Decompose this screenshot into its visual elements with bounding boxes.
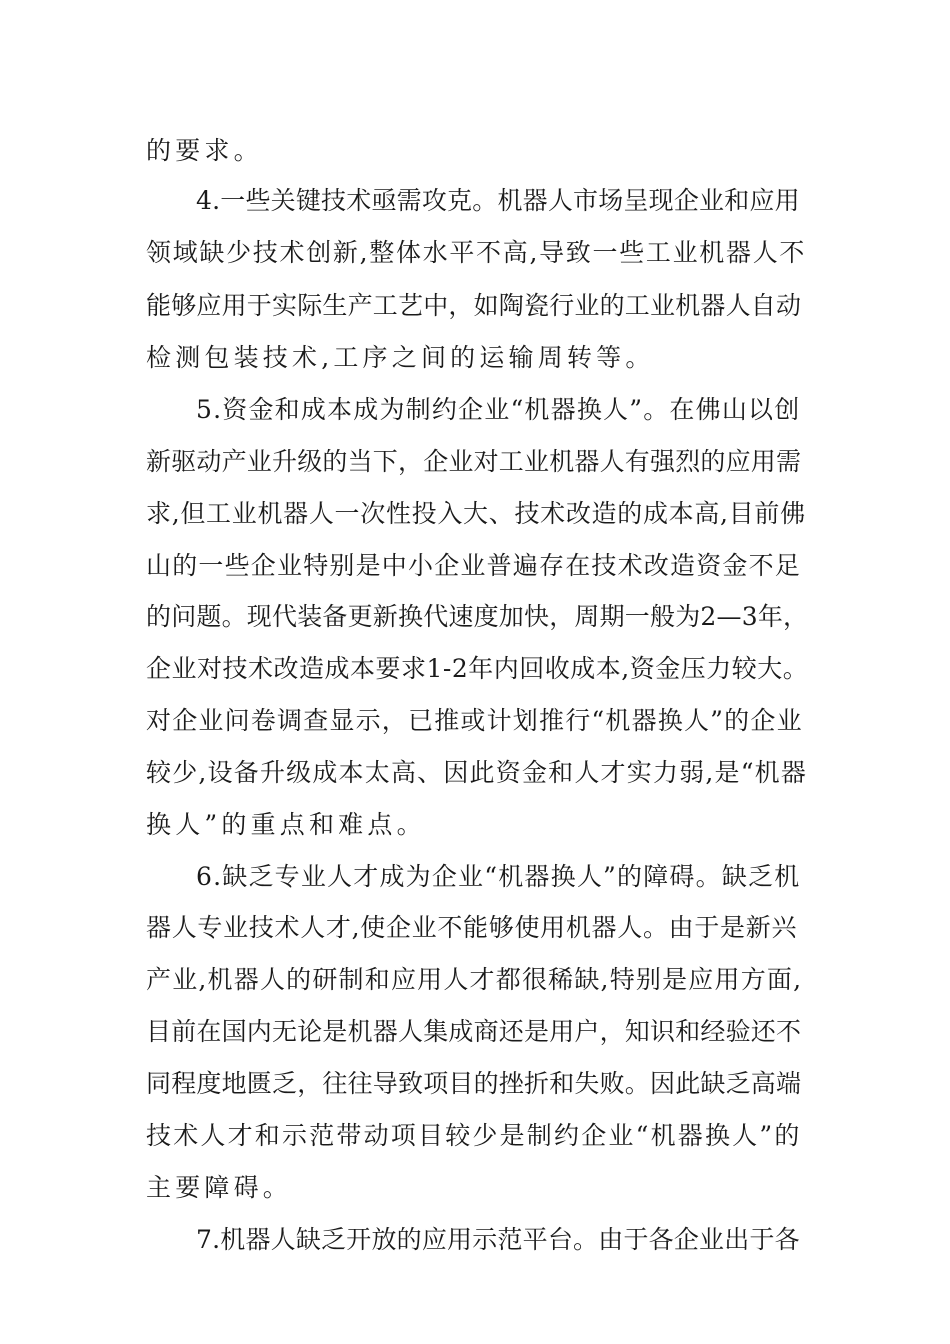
text-line: 新驱动产业升级的当下，企业对工业机器人有强烈的应用需 xyxy=(146,447,802,476)
text-line: 较少,设备升级成本太高、因此资金和人才实力弱,是“机器 xyxy=(146,758,808,787)
text-line: 目前在国内无论是机器人集成商还是用户，知识和经验还不 xyxy=(146,1017,802,1046)
text-line: 领域缺少技术创新,整体水平不高,导致一些工业机器人不 xyxy=(146,238,807,267)
text-line: 企业对技术改造成本要求1-2年内回收成本,资金压力较大。 xyxy=(146,654,809,683)
text-line: 检测包装技术,工序之间的运输周转等。 xyxy=(146,343,655,372)
text-line: 能够应用于实际生产工艺中，如陶瓷行业的工业机器人自动 xyxy=(146,291,802,320)
paragraph-4-heading-line: 4.一些关键技术亟需攻克。机器人市场呈现企业和应用 xyxy=(196,186,800,215)
paragraph-7-heading-line: 7.机器人缺乏开放的应用示范平台。由于各企业出于各 xyxy=(196,1225,800,1254)
paragraph-6-heading-line: 6.缺乏专业人才成为企业“机器换人”的障碍。缺乏机 xyxy=(196,862,801,891)
text-line: 山的一些企业特别是中小企业普遍存在技术改造资金不足 xyxy=(146,551,802,580)
text-line: 技术人才和示范带动项目较少是制约企业“机器换人”的 xyxy=(146,1121,802,1150)
text-line: 的要求。 xyxy=(146,136,263,165)
text-line: 主要障碍。 xyxy=(146,1173,293,1202)
paragraph-5-heading-line: 5.资金和成本成为制约企业“机器换人”。在佛山以创 xyxy=(196,395,801,424)
text-line: 产业,机器人的研制和应用人才都很稀缺,特别是应用方面, xyxy=(146,965,803,994)
text-line: 对企业问卷调查显示，已推或计划推行“机器换人”的企业 xyxy=(146,706,803,735)
text-line: 求,但工业机器人一次性投入大、技术改造的成本高,目前佛 xyxy=(146,499,806,528)
text-line: 的问题。现代装备更新换代速度加快，周期一般为2—3年， xyxy=(146,602,809,631)
text-line: 器人专业技术人才,使企业不能够使用机器人。由于是新兴 xyxy=(146,913,798,942)
text-line: 同程度地匮乏，往往导致项目的挫折和失败。因此缺乏高端 xyxy=(146,1069,802,1098)
text-line: 换人”的重点和难点。 xyxy=(146,810,426,839)
